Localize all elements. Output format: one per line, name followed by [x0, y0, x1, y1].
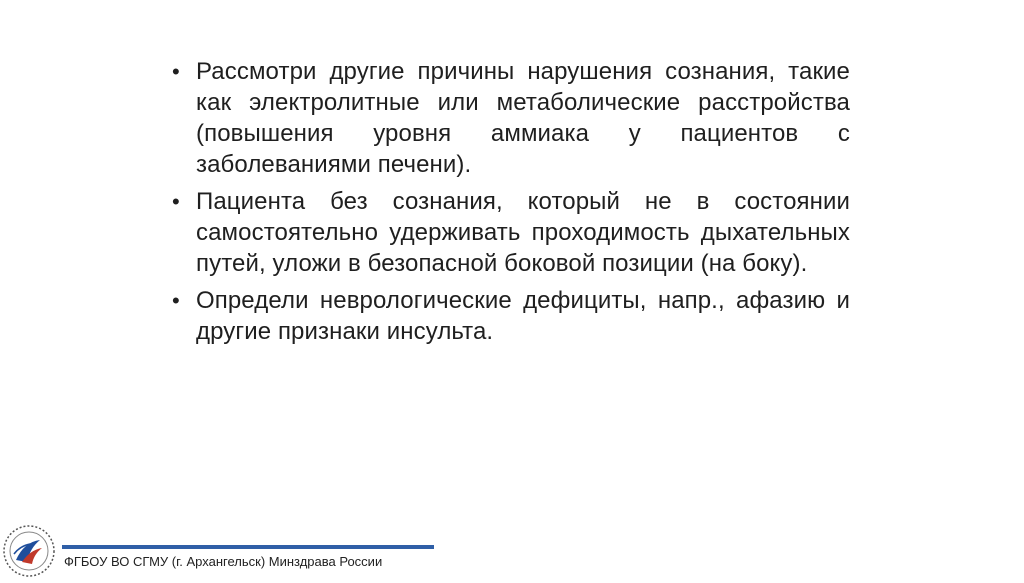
bullet-item [172, 285, 850, 347]
bullet-text: Определи неврологические дефициты, напр., афазию и другие признаки инсульта. [196, 287, 850, 345]
bullet-icon: • [172, 59, 180, 84]
bullet-icon: • [172, 288, 180, 313]
university-seal-icon [0, 520, 58, 578]
bullet-text: Пациента без сознания, который не в состоянии самостоятельно удерживать проходимость дыхательных путей, уложи в безопасной боковой позиции (на боку). [196, 188, 850, 277]
bullet-item [172, 56, 850, 180]
footer-divider [62, 545, 434, 549]
footer-institution: ФГБОУ ВО СГМУ (г. Архангельск) Минздрава России [64, 554, 383, 569]
bullet-icon: • [172, 189, 180, 214]
bullet-text: Рассмотри другие причины нарушения сознания, такие как электролитные или метаболические расстройства (повышения уровня аммиака у пациентов с заболеваниями печени). [196, 58, 850, 178]
bullet-list [172, 56, 850, 353]
bullet-item [172, 186, 850, 279]
